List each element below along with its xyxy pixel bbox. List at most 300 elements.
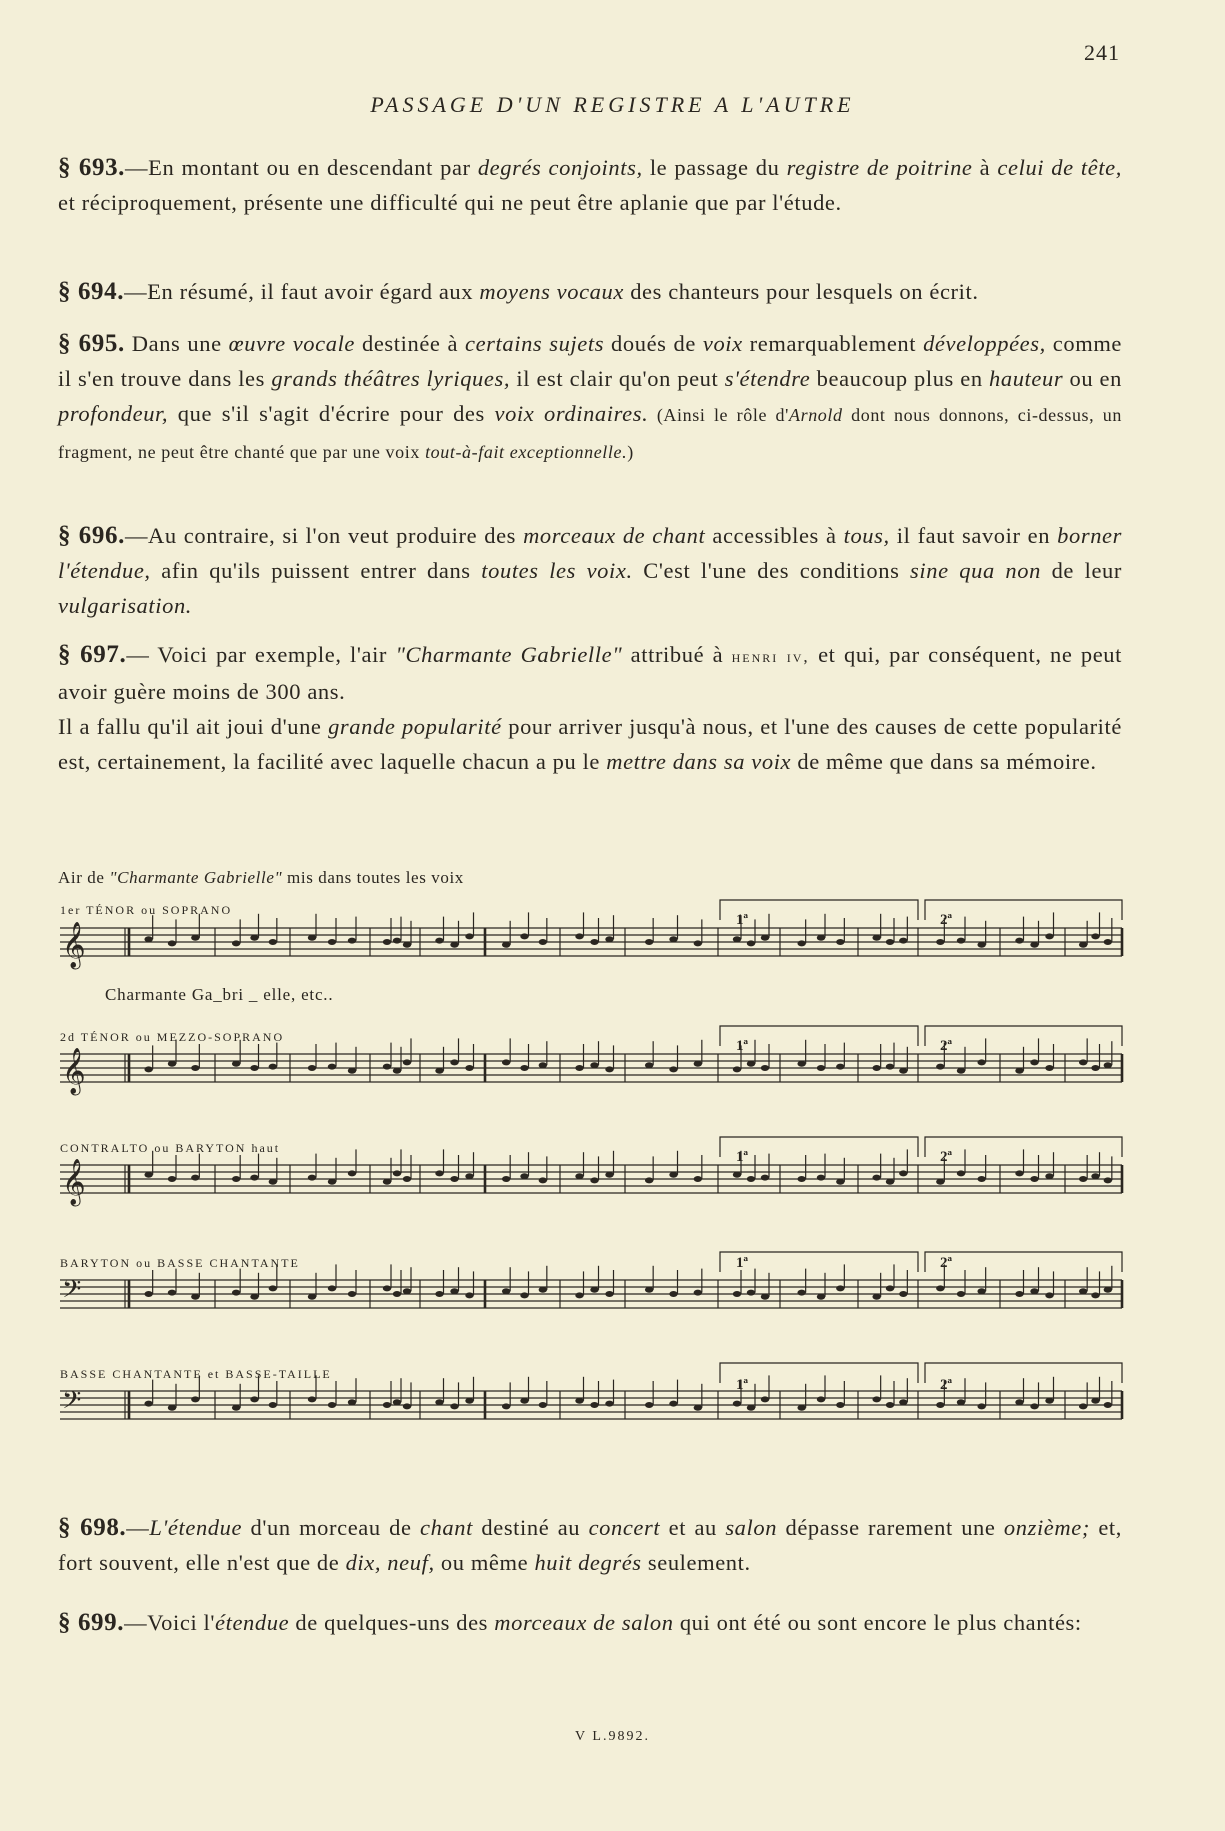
note-head — [575, 1173, 583, 1179]
volta-1-label: 1ª — [736, 1038, 748, 1054]
emphasis: "Charmante Gabrielle" — [109, 868, 283, 887]
note-head — [575, 933, 583, 939]
note-head — [1091, 1292, 1099, 1298]
note-head — [1030, 1176, 1038, 1182]
note-head — [797, 1061, 805, 1067]
note-head — [872, 1294, 880, 1300]
note-head — [1104, 1287, 1112, 1293]
note-head — [232, 1290, 240, 1296]
paragraph-698 — [58, 1510, 1122, 1580]
note-head — [1045, 1173, 1053, 1179]
voice-label-4: BARYTON ou BASSE CHANTANTE — [60, 1256, 300, 1270]
note-head — [383, 1179, 391, 1185]
note-head — [590, 1287, 598, 1293]
note-head — [1079, 1059, 1087, 1065]
note-head — [836, 1285, 844, 1291]
note-head — [836, 939, 844, 945]
note-head — [348, 1291, 356, 1297]
note-head — [899, 1291, 907, 1297]
emphasis: s'étendre — [724, 366, 811, 391]
note-head — [590, 1177, 598, 1183]
volta-1-label: 1ª — [736, 1255, 748, 1271]
section-number: § 698. — [58, 1514, 127, 1541]
text: de quelques-uns des — [289, 1610, 495, 1635]
note-head — [733, 1291, 741, 1297]
text: —En montant ou en descendant par — [125, 155, 478, 180]
text: et, fort souvent, elle n'est que de — [58, 1515, 1122, 1575]
note-head — [669, 1172, 677, 1178]
note-head — [694, 1176, 702, 1182]
note-head — [936, 1285, 944, 1291]
note-head — [761, 1294, 769, 1300]
emphasis: morceaux de salon — [494, 1610, 674, 1635]
emphasis: salon — [725, 1515, 778, 1540]
note-head — [977, 942, 985, 948]
note-head — [168, 1176, 176, 1182]
note-head — [348, 1170, 356, 1176]
text: accessibles à — [705, 523, 844, 548]
note-head — [232, 1061, 240, 1067]
note-head — [872, 935, 880, 941]
volta-bracket — [720, 1363, 918, 1383]
note-head — [1104, 1177, 1112, 1183]
note-head — [144, 1066, 152, 1072]
section-number: § 697. — [58, 641, 127, 668]
emphasis: huit degrés — [534, 1550, 642, 1575]
note-head — [977, 1403, 985, 1409]
volta-bracket — [720, 1026, 918, 1046]
note-head — [669, 1066, 677, 1072]
emphasis: Arnold — [789, 405, 843, 425]
emphasis: L'étendue — [149, 1515, 243, 1540]
text: (Ainsi le rôle d' — [648, 405, 789, 425]
note-head — [575, 1398, 583, 1404]
text: qui ont été ou sont encore le plus chantés: — [673, 1610, 1082, 1635]
note-head — [250, 935, 258, 941]
note-head — [328, 1179, 336, 1185]
note-head — [450, 1059, 458, 1065]
note-head — [269, 1285, 277, 1291]
note-head — [836, 1179, 844, 1185]
text: à — [972, 155, 998, 180]
volta-2-label: 2ª — [940, 1149, 952, 1165]
emphasis: grande popularité — [328, 714, 502, 739]
note-head — [1030, 1403, 1038, 1409]
text: il faut savoir en — [889, 523, 1058, 548]
emphasis: concert — [588, 1515, 661, 1540]
note-head — [383, 1064, 391, 1070]
note-head — [872, 1396, 880, 1402]
note-head — [836, 1402, 844, 1408]
note-head — [797, 1405, 805, 1411]
note-head — [191, 1065, 199, 1071]
text: — — [126, 1515, 150, 1540]
note-head — [403, 1403, 411, 1409]
note-head — [250, 1065, 258, 1071]
emphasis: dix, neuf, — [345, 1550, 435, 1575]
note-head — [232, 1176, 240, 1182]
note-head — [733, 1172, 741, 1178]
note-head — [836, 1064, 844, 1070]
text: d'un morceau de — [242, 1515, 420, 1540]
note-head — [393, 1291, 401, 1297]
bass-clef-icon: 𝄢 — [62, 1275, 82, 1310]
note-head — [1091, 1398, 1099, 1404]
note-head — [348, 938, 356, 944]
note-head — [1079, 942, 1087, 948]
text: —Au contraire, si l'on veut produire des — [124, 523, 524, 548]
note-head — [1015, 1291, 1023, 1297]
note-head — [232, 940, 240, 946]
note-head — [747, 1176, 755, 1182]
text: pour arriver jusqu'à nous, et l'une des causes de cette popularité est, certainement, la facilité avec laquelle chacun a pu le — [58, 714, 1122, 774]
note-head — [168, 1061, 176, 1067]
note-head — [435, 1291, 443, 1297]
note-head — [465, 1292, 473, 1298]
emphasis: sine qua non — [910, 558, 1041, 583]
note-head — [1104, 1062, 1112, 1068]
note-head — [1015, 1068, 1023, 1074]
note-head — [817, 1065, 825, 1071]
note-head — [502, 1403, 510, 1409]
note-head — [328, 1402, 336, 1408]
note-head — [465, 933, 473, 939]
note-head — [1045, 1065, 1053, 1071]
note-head — [328, 939, 336, 945]
note-head — [1030, 1059, 1038, 1065]
note-head — [936, 939, 944, 945]
note-head — [144, 936, 152, 942]
volta-2-label: 2ª — [940, 1038, 952, 1054]
note-head — [669, 936, 677, 942]
note-head — [539, 1177, 547, 1183]
note-head — [383, 939, 391, 945]
note-head — [435, 938, 443, 944]
note-head — [899, 1170, 907, 1176]
text: et qui, par conséquent, ne peut avoir guère moins de 300 ans. — [58, 642, 1122, 704]
note-head — [886, 939, 894, 945]
volta-2-label: 2ª — [940, 912, 952, 928]
note-head — [575, 1065, 583, 1071]
note-head — [348, 1068, 356, 1074]
text: et au — [660, 1515, 726, 1540]
note-head — [520, 1292, 528, 1298]
note-head — [886, 1064, 894, 1070]
note-head — [733, 936, 741, 942]
note-head — [899, 1399, 907, 1405]
note-head — [502, 1288, 510, 1294]
note-head — [383, 1402, 391, 1408]
note-head — [694, 1290, 702, 1296]
note-head — [450, 1403, 458, 1409]
note-head — [435, 1399, 443, 1405]
note-head — [886, 1402, 894, 1408]
text: destiné au — [472, 1515, 589, 1540]
text: dont nous donnons, ci-dessus, un fragment, ne peut être chanté que par une voix — [58, 405, 1122, 462]
note-head — [817, 1294, 825, 1300]
text: ou même — [434, 1550, 535, 1575]
note-head — [435, 1170, 443, 1176]
voice-label-1: 1er TÉNOR ou SOPRANO — [60, 903, 233, 917]
note-head — [590, 1402, 598, 1408]
volta-2-label: 2ª — [940, 1255, 952, 1271]
note-head — [1015, 1170, 1023, 1176]
note-head — [144, 1401, 152, 1407]
note-head — [403, 942, 411, 948]
note-head — [957, 938, 965, 944]
note-head — [1015, 938, 1023, 944]
note-head — [269, 1179, 277, 1185]
emphasis: profondeur, — [58, 401, 169, 426]
note-head — [1091, 1065, 1099, 1071]
note-head — [1091, 933, 1099, 939]
volta-2-label: 2ª — [940, 1377, 952, 1393]
note-head — [1079, 1288, 1087, 1294]
text: Air de — [58, 868, 110, 887]
note-head — [590, 1062, 598, 1068]
note-head — [797, 940, 805, 946]
text: seulement. — [641, 1550, 751, 1575]
voice-label-2: 2d TÉNOR ou MEZZO-SOPRANO — [60, 1030, 285, 1044]
note-head — [761, 935, 769, 941]
note-head — [502, 942, 510, 948]
note-head — [1079, 1176, 1087, 1182]
text: mis dans toutes les voix — [282, 868, 464, 887]
text: que s'il s'agit d'écrire pour des — [168, 401, 495, 426]
bass-clef-icon: 𝄢 — [62, 1386, 82, 1421]
note-head — [899, 938, 907, 944]
note-head — [733, 1066, 741, 1072]
text: afin qu'ils puissent entrer dans — [150, 558, 482, 583]
section-number: § 693. — [58, 154, 126, 181]
paragraph-695 — [58, 326, 1122, 470]
note-head — [144, 1172, 152, 1178]
text: remarquablement — [742, 331, 924, 356]
note-head — [605, 936, 613, 942]
text: ou en — [1063, 366, 1122, 391]
emphasis: "Charmante Gabrielle" — [395, 642, 623, 667]
note-head — [957, 1399, 965, 1405]
text: ) — [627, 442, 634, 462]
note-head — [936, 1402, 944, 1408]
text: attribué à — [622, 642, 732, 667]
note-head — [269, 1402, 277, 1408]
text: de même que dans sa mémoire. — [791, 749, 1097, 774]
voice-label-3: CONTRALTO ou BARYTON haut — [60, 1141, 281, 1155]
paragraph-697 — [58, 637, 1122, 709]
text: Il a fallu qu'il ait joui d'une — [58, 714, 329, 739]
note-head — [669, 1291, 677, 1297]
note-head — [977, 1059, 985, 1065]
note-head — [403, 1059, 411, 1065]
note-head — [977, 1288, 985, 1294]
volta-1-label: 1ª — [736, 1377, 748, 1393]
note-head — [1091, 1173, 1099, 1179]
emphasis: étendue — [215, 1610, 290, 1635]
note-head — [872, 1065, 880, 1071]
running-head: PASSAGE D'UN REGISTRE A L'AUTRE — [370, 92, 855, 117]
note-head — [269, 1064, 277, 1070]
text: il est clair qu'on peut — [510, 366, 725, 391]
text: de leur — [1040, 558, 1122, 583]
note-head — [308, 1175, 316, 1181]
note-head — [393, 1068, 401, 1074]
note-head — [539, 1402, 547, 1408]
note-head — [899, 1068, 907, 1074]
lyric: Charmante Ga_bri _ elle, etc.. — [105, 985, 334, 1004]
volta-bracket — [720, 1252, 918, 1272]
emphasis: voix ordinaires. — [494, 401, 649, 426]
paragraph-693 — [58, 150, 1122, 220]
treble-clef-icon: 𝄞 — [62, 1048, 86, 1094]
note-head — [308, 935, 316, 941]
note-head — [797, 1176, 805, 1182]
note-head — [539, 1062, 547, 1068]
note-head — [747, 940, 755, 946]
note-head — [232, 1405, 240, 1411]
emphasis: borner l'étendue, — [58, 523, 1122, 583]
volta-bracket — [720, 900, 918, 920]
emphasis: celui de tête, — [997, 155, 1122, 180]
note-head — [747, 1290, 755, 1296]
note-head — [168, 1290, 176, 1296]
note-head — [817, 1396, 825, 1402]
note-head — [733, 1401, 741, 1407]
note-head — [191, 1294, 199, 1300]
note-head — [645, 1062, 653, 1068]
note-head — [817, 1175, 825, 1181]
note-head — [328, 1285, 336, 1291]
note-head — [250, 1175, 258, 1181]
note-head — [144, 1291, 152, 1297]
music-score — [0, 860, 1225, 1470]
emphasis: registre de poitrine — [786, 155, 973, 180]
note-head — [465, 1173, 473, 1179]
note-head — [605, 1066, 613, 1072]
text: —Voici l' — [124, 1610, 216, 1635]
section-number: § 694. — [58, 278, 125, 305]
note-head — [450, 1288, 458, 1294]
note-head — [590, 939, 598, 945]
note-head — [1045, 1398, 1053, 1404]
emphasis: tous, — [843, 523, 890, 548]
note-head — [957, 1170, 965, 1176]
note-head — [761, 1175, 769, 1181]
note-head — [520, 1173, 528, 1179]
text: Dans une — [124, 331, 229, 356]
note-head — [645, 1402, 653, 1408]
note-head — [747, 1061, 755, 1067]
note-head — [465, 1398, 473, 1404]
small-caps: henri iv, — [731, 647, 810, 666]
text: le passage du — [642, 155, 787, 180]
note-head — [645, 939, 653, 945]
note-head — [269, 939, 277, 945]
note-head — [539, 1287, 547, 1293]
plate-number: V L.9892. — [575, 1729, 650, 1744]
text: et réciproquement, présente une difficulté qui ne peut être aplanie que par l'étude. — [58, 190, 842, 215]
note-head — [761, 1396, 769, 1402]
emphasis: onzième; — [1003, 1515, 1090, 1540]
volta-bracket — [925, 1026, 1122, 1046]
text: —En résumé, il faut avoir égard aux — [124, 279, 480, 304]
note-head — [308, 1065, 316, 1071]
note-head — [308, 1294, 316, 1300]
section-number: § 695. — [58, 330, 125, 357]
emphasis: mettre dans sa voix — [606, 749, 792, 774]
note-head — [450, 1176, 458, 1182]
note-head — [403, 1176, 411, 1182]
volta-bracket — [925, 1252, 1122, 1272]
note-head — [1030, 1288, 1038, 1294]
note-head — [465, 1065, 473, 1071]
note-head — [393, 938, 401, 944]
treble-clef-icon: 𝄞 — [62, 922, 86, 968]
note-head — [250, 1294, 258, 1300]
note-head — [328, 1064, 336, 1070]
note-head — [1030, 942, 1038, 948]
note-head — [393, 1399, 401, 1405]
text: C'est l'une des conditions — [632, 558, 911, 583]
note-head — [520, 1065, 528, 1071]
note-head — [308, 1396, 316, 1402]
note-head — [886, 1179, 894, 1185]
note-head — [502, 1059, 510, 1065]
paragraph-697-continued — [58, 709, 1122, 779]
note-head — [886, 1285, 894, 1291]
note-head — [502, 1176, 510, 1182]
page-number: 241 — [1084, 40, 1120, 65]
emphasis: morceaux de chant — [523, 523, 706, 548]
note-head — [250, 1396, 258, 1402]
note-head — [605, 1172, 613, 1178]
emphasis: hauteur — [989, 366, 1064, 391]
note-head — [936, 1179, 944, 1185]
note-head — [1015, 1399, 1023, 1405]
note-head — [957, 1291, 965, 1297]
text: destinée à — [355, 331, 465, 356]
text: comme il s'en trouve dans les — [58, 331, 1123, 391]
note-head — [191, 935, 199, 941]
note-head — [694, 940, 702, 946]
note-head — [450, 942, 458, 948]
note-head — [191, 1396, 199, 1402]
treble-clef-icon: 𝄞 — [62, 1159, 86, 1205]
note-head — [168, 940, 176, 946]
note-head — [435, 1068, 443, 1074]
paragraph-699 — [58, 1605, 1122, 1640]
note-head — [761, 1065, 769, 1071]
emphasis: œuvre vocale — [228, 331, 356, 356]
text: doués de — [604, 331, 703, 356]
emphasis: toutes les voix. — [481, 558, 633, 583]
note-head — [694, 1061, 702, 1067]
emphasis: vulgarisation. — [58, 593, 193, 618]
volta-1-label: 1ª — [736, 1149, 748, 1165]
emphasis: moyens vocaux — [479, 279, 624, 304]
note-head — [520, 1398, 528, 1404]
text: des chanteurs pour lesquels on écrit. — [623, 279, 979, 304]
volta-1-label: 1ª — [736, 912, 748, 928]
note-head — [1045, 1292, 1053, 1298]
note-head — [1104, 939, 1112, 945]
section-number: § 699. — [58, 1609, 125, 1636]
note-head — [872, 1175, 880, 1181]
note-head — [383, 1285, 391, 1291]
note-head — [797, 1290, 805, 1296]
emphasis: voix — [702, 331, 743, 356]
note-head — [957, 1068, 965, 1074]
